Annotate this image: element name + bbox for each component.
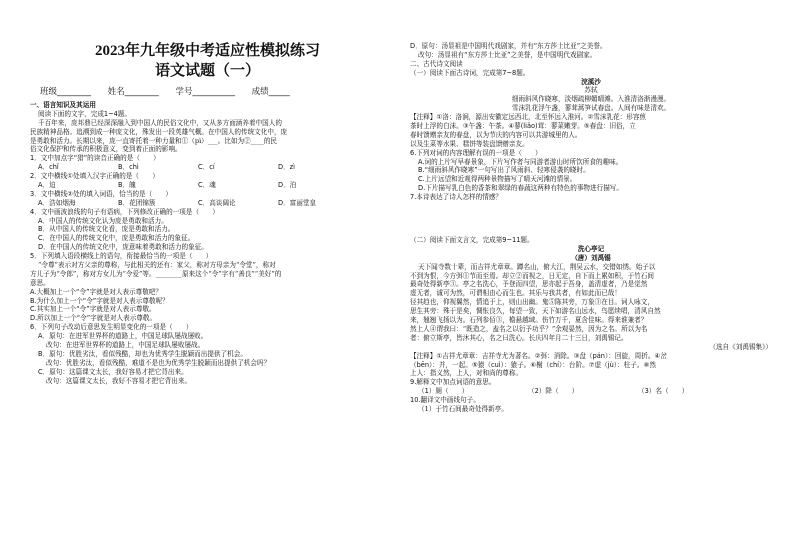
prose-notes: （bēn）：并，一起。⑤猿（cuì）：猿子。⑥榭（chí）：台阶。⑦虚（jù）：柱子。⑧然	[410, 360, 656, 369]
option[interactable]: D．泊	[278, 181, 297, 190]
id-field[interactable]: 学号__________	[175, 87, 235, 97]
right-column	[410, 0, 772, 560]
left-column	[30, 0, 385, 560]
question-10: 10.翻译文中画线句子。	[410, 396, 480, 405]
score-field[interactable]: 成绩_____	[251, 87, 290, 97]
prose-line: 天下闻寺数十辈，而吉祥尤章章。蹲名山，俯大江，荆吴云水，交错如绣。始子以	[418, 262, 656, 271]
question-8: 7.本诗表达了诗人怎样的情感？	[410, 193, 503, 202]
class-field[interactable]: 班级________	[40, 87, 92, 97]
option[interactable]: A．原句：在进军世界杯的道路上，中国足球队屡战屡败。	[38, 332, 208, 341]
option[interactable]: B．从中国人的传统文化看，庞是勇敢和活力。	[38, 225, 175, 234]
option[interactable]: D．富丽堂皇	[278, 198, 317, 207]
reading-intro: 阅读下面的文字，完成1~4题。	[38, 109, 132, 118]
poem-line: 细雨斜风作晓寒，淡烟疏柳媚晴滩。入淮清洛渐漫漫。	[511, 95, 671, 104]
section-heading-1: 一、语言知识及其运用	[30, 101, 96, 109]
option-revised: 改句：优胜劣汰，看似残酷，难道不是也为优秀学生脱颖而出提供了机会吗？	[46, 358, 271, 367]
passage-line: 俗文化保护和传承的积极意义，变到着正面的影响。	[30, 145, 182, 154]
answer-blank[interactable]: （2）降（ ）	[528, 387, 579, 396]
question-1-options	[30, 163, 385, 172]
prose-line: 思生其旁：殊于是矣，惆怅良久，每望一致，天下如游名山远水，鸟愿续唱，清风自然	[410, 307, 661, 316]
question-2-options	[30, 181, 385, 190]
option[interactable]: A.大概加上一个“令”字就是对人表示尊敬吧？	[30, 287, 163, 296]
question-1: 1．文中加点字“猎”的读音正确的是（ ）	[30, 154, 160, 163]
exam-title: 2023年九年级中考适应性模拟练习	[94, 43, 320, 59]
option[interactable]: B.“细雨斜风作晓寒”一句写出了风雨斜、轻寒侵袭的晓时。	[418, 166, 590, 175]
answer-blank[interactable]: （1）厕（ ）	[418, 387, 469, 396]
poem-notes: 【注释】①洛：洛涧，源出安徽定远西北，北至怀远入淮河。②雪沫乳花：形容煎	[410, 113, 647, 122]
option[interactable]: B．魄	[118, 181, 136, 190]
poem-notes: 春时馈赠亲友的春盘，以为节庆的内容可以共游城里的人。	[410, 130, 582, 139]
prose-notes: 上人：指义然，上人，对和尚的尊称。	[410, 369, 523, 378]
answer-blank[interactable]: （3）名（ ）	[638, 387, 689, 396]
exam-subtitle: 语文试题（一）	[154, 62, 260, 79]
question-9: 9.解释文中加点词语的意思。	[410, 378, 496, 387]
prose-line: 虚无者，诚可为然，可谓相由心而生也。其乐与我共者，有如此而已哉！	[410, 289, 621, 298]
question-7: 6.下列对词的内容理解有误的一项是（ ）	[410, 148, 542, 157]
passage-line: 千百年来，庞邦鼎已经深深融入到中国人的民俗文化中，又从多方面涵养着中国人的	[38, 118, 282, 127]
prose-line: 径其趋也，仰视翼然，情追于上，则山出幽。鬼⑤陈其旁，万象③在目。词人咏文，	[410, 298, 654, 307]
option[interactable]: B．原句：优胜劣汰，看似残酷，却也为优秀学生脱颖而出提供了机会。	[38, 349, 247, 358]
prose-author: （唐）刘禹锡	[571, 253, 611, 262]
prose-notes: 【注释】①吉祥尤章章：吉祥寺尤为著名。②弭：消除。③盘（pán）：回旋，周折。④岔	[410, 351, 667, 360]
option-revised: 改句：这篇课文太长，我好不容易才把它背出来。	[46, 376, 192, 385]
question-5-text: 方儿子为“令郎”，称对方女儿为“令爱”等。________原来这个“令”字有“善良”“美好”的	[30, 269, 282, 278]
section-heading-2: 二、古代诗文阅读	[410, 59, 463, 68]
option[interactable]: A．迫	[38, 181, 56, 190]
poem-author: 苏轼	[584, 86, 598, 95]
option[interactable]: B.为什么加上一个“令”字就是对人表示尊敬呢？	[30, 296, 169, 305]
name-field[interactable]: 姓名________	[107, 87, 159, 97]
prose-line: 者：俯立斯亭，皆沐其心，名之曰洗心。长庆四年月二十三日，刘禹锡记。	[410, 333, 628, 342]
option[interactable]: C．cí	[198, 163, 215, 172]
poem-title: 浣溪沙	[581, 77, 601, 86]
question-2: 2．文中横线①处填入汉字正确的是（ ）	[30, 172, 159, 181]
option[interactable]: C.其实加上一个“令”字就是对人表示尊敬。	[30, 305, 156, 314]
poem-notes: 茶时上浮的白沫。③午盏：午茶。④蓼(liǎo)茸：蓼菜嫩芽。⑤春盘：旧俗，立	[410, 122, 636, 131]
prose-source: （选自《刘禹锡集》）	[709, 342, 772, 351]
option[interactable]: A．chǐ	[38, 163, 59, 172]
prose-line: 然上人④谓我曰：“既造之，盍名之以衍予功乎？”余观晏然，因为之名。所以为名	[410, 324, 648, 333]
poem-notes: 以及生菜等水果、糕饼等装盘馈赠亲友。	[410, 139, 529, 148]
prose-line: 来，翘翘飞扬以为。石列参佰③，檐悬越域。伤竹万千，夏含佳味。得来谁兼者？	[410, 316, 648, 325]
option[interactable]: D．zì	[278, 163, 295, 172]
passage-line: 民族精神品格。追溯到成一种庞文化，殊发出一段英雄气概。在中国人的传统文化中，庞	[30, 127, 288, 136]
subsection-1: （一）阅读下面古诗词，完成第7~8题。	[410, 68, 530, 77]
passage-line: 是勇敢和活力。长期以来，庞一直寄托着一种力量和①（pì）___。比如为②____的民	[30, 136, 278, 145]
question-5-text: 意思。	[30, 278, 50, 287]
student-info-row	[40, 85, 385, 97]
option[interactable]: B．花团锦簇	[118, 198, 156, 207]
option[interactable]: D.所以加上一个“令”字就是对人表示尊敬。	[30, 314, 157, 323]
option[interactable]: A．中国人的传统文化认为庞是勇敢和活力。	[38, 216, 168, 225]
question-3: 3．文中横线②处的填入词语，恰当的是（ ）	[30, 189, 172, 198]
question-5-text: “令尊”表示对方父亲的尊称，与此相关的还有：家父，称对方母亲为“令堂”，称对	[38, 261, 276, 270]
answer-space[interactable]	[410, 202, 772, 236]
question-3-options	[30, 199, 385, 208]
option[interactable]: D.下片描写乳白色的香茶和翠绿的春蔬这两种有特色的事物进行描写。	[418, 184, 623, 193]
question-5: 5．下列填入语段横线上的语句，衔接最恰当的一项是（ ）	[30, 252, 213, 261]
question-6: 6．下列句子改动后意思发生明显变化的一项是（ ）	[30, 323, 193, 332]
option[interactable]: A.词的上片写早春景象，下片写作者与同游者游山时所饮所食的趣味。	[418, 157, 623, 166]
question-4: 4．文中画波浪线的句子有语病，下列修改正确的一项是（ ）	[30, 207, 219, 216]
option[interactable]: C．原句：这篇课文太长，我好容易才把它背出来。	[38, 367, 188, 376]
prose-line: 不到为恨，今方弭①节而至焉。却立②而视之，日无定，自下而上累如积，于竹石间	[410, 271, 654, 280]
prose-title: 洗心亭记	[577, 244, 605, 253]
prose-line: 最奇处得新亭③。亭之名洗心，予登而四望，思亦起于吾身，盖清虚者，乃是觉然	[410, 280, 648, 289]
option[interactable]: C．在中国人的传统文化中，庞是勇敢和活力的象征。	[38, 234, 195, 243]
option-revised: 改句：在进军世界杯的道路上，中国足球队屡败屡战。	[46, 341, 205, 350]
poem-line: 雪沫乳花浮午盏，蓼茸蒿笋试春盘。人间有味是清欢。	[511, 104, 671, 113]
option[interactable]: D．在中国人的传统文化中，庞意味着勇敢和活力的象征。	[38, 243, 208, 252]
option[interactable]: D．原句：汤显祖是中国明代戏剧家，并有“东方莎士比亚”之美誉。	[410, 42, 607, 50]
reading-passage	[30, 119, 385, 155]
option[interactable]: C．高谈阔论	[198, 198, 236, 207]
question-9-blanks	[410, 387, 772, 396]
option[interactable]: A．浩如烟海	[38, 198, 76, 207]
question-10-item: （1）于竹石间最奇处得新亭。	[418, 404, 508, 413]
option[interactable]: C．魂	[198, 181, 216, 190]
option[interactable]: B．chì	[118, 163, 139, 172]
subsection-2: （二）阅读下面文言文，完成第9~11题。	[410, 236, 534, 245]
option[interactable]: C.上片远望和近观得两种景物描写了晴天河滩的情景。	[418, 175, 577, 184]
option-revised: 改句：汤显祖有“东方莎士比亚”之美誉，是中国明代戏剧家。	[418, 50, 597, 59]
